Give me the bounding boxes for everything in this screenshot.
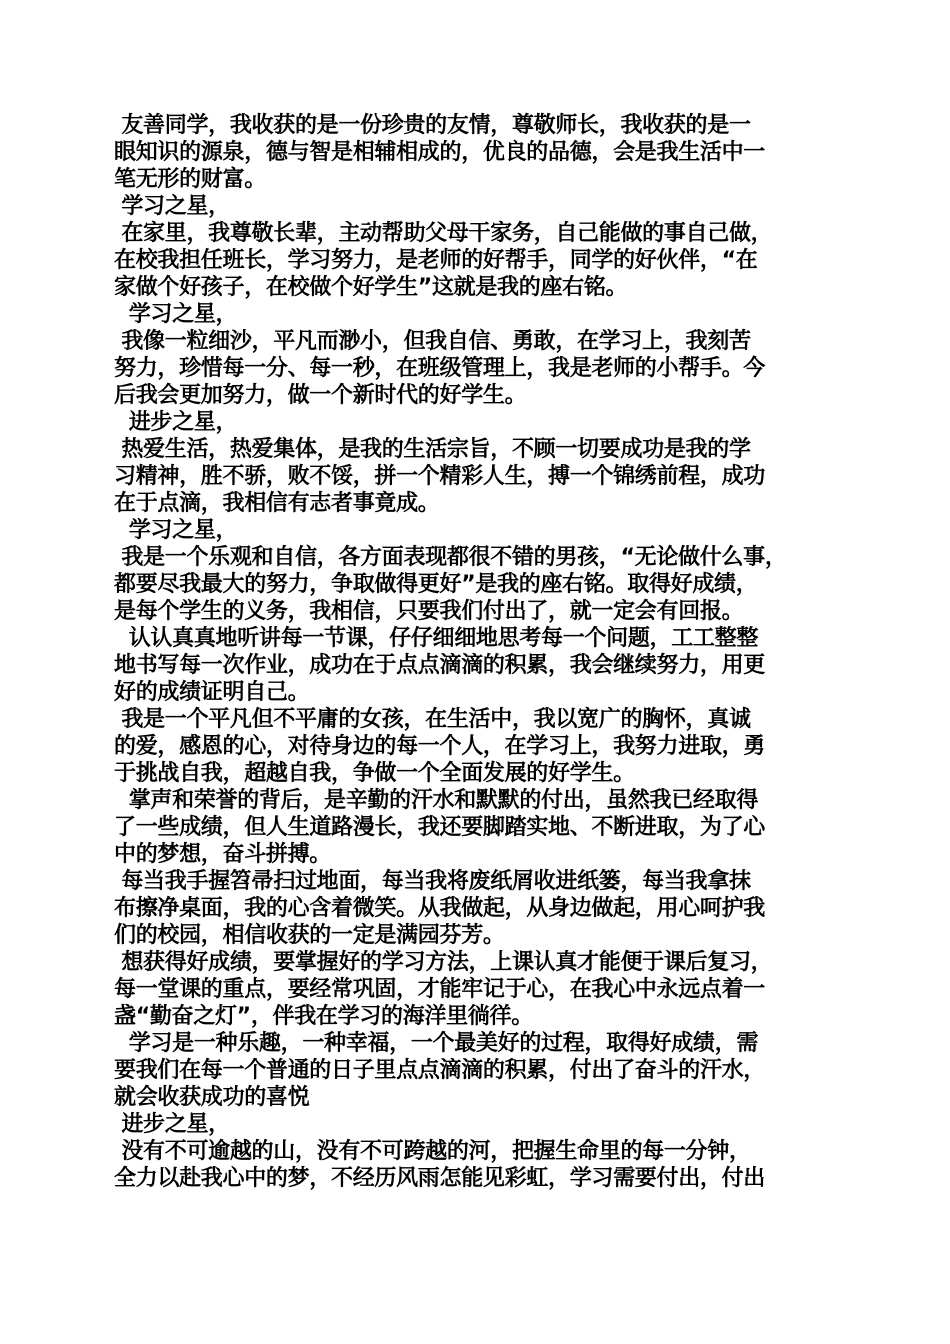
text-line: 我像一粒细沙，平凡而渺小，但我自信、勇敢，在学习上，我刻苦	[114, 329, 751, 354]
text-line: 眼知识的源泉，德与智是相辅相成的，优良的品德，会是我生活中一	[114, 140, 766, 165]
text-line: 我是一个乐观和自信，各方面表现都很不错的男孩，“无论做什么事，	[114, 545, 787, 570]
text-line: 努力，珍惜每一分、每一秒，在班级管理上，我是老师的小帮手。今	[114, 356, 766, 381]
section-heading: 进步之星，	[114, 410, 238, 435]
text-line: 每一堂课的重点，要经常巩固，才能牢记于心，在我心中永远点着一	[114, 977, 766, 1002]
text-line: 布擦净桌面，我的心含着微笑。从我做起，从身边做起，用心呵护我	[114, 896, 766, 921]
section-heading: 学习之星，	[114, 194, 230, 219]
text-line: 了一些成绩，但人生道路漫长，我还要脚踏实地、不断进取，为了心	[114, 815, 766, 840]
text-line: 在于点滴，我相信有志者事竟成。	[114, 491, 440, 516]
section-heading: 学习之星，	[114, 518, 238, 543]
text-line: 全力以赴我心中的梦，不经历风雨怎能见彩虹，学习需要付出，付出	[114, 1166, 766, 1191]
text-line: 们的校园，相信收获的一定是满园芬芳。	[114, 923, 505, 948]
section-heading: 进步之星，	[114, 1112, 230, 1137]
text-line: 友善同学，我收获的是一份珍贵的友情，尊敬师长，我收获的是一	[114, 113, 751, 138]
text-line: 盏“勤奋之灯”，伴我在学习的海洋里徜徉。	[114, 1004, 533, 1029]
text-line: 后我会更加努力，做一个新时代的好学生。	[114, 383, 527, 408]
text-line: 就会收获成功的喜悦	[114, 1085, 310, 1110]
section-heading: 学习之星，	[114, 302, 238, 327]
text-line: 家做个好孩子，在校做个好学生”这就是我的座右铭。	[114, 275, 628, 300]
text-line: 我是一个平凡但不平庸的女孩，在生活中，我以宽广的胸怀，真诚	[114, 707, 751, 732]
text-line: 掌声和荣誉的背后，是辛勤的汗水和默默的付出，虽然我已经取得	[114, 788, 759, 813]
text-line: 好的成绩证明自己。	[114, 680, 310, 705]
text-line: 想获得好成绩，要掌握好的学习方法，上课认真才能便于课后复习，	[114, 950, 773, 975]
text-line: 地书写每一次作业，成功在于点点滴滴的积累，我会继续努力，用更	[114, 653, 766, 678]
text-line: 没有不可逾越的山，没有不可跨越的河，把握生命里的每一分钟，	[114, 1139, 751, 1164]
text-line: 热爱生活，热爱集体，是我的生活宗旨，不顾一切要成功是我的学	[114, 437, 751, 462]
text-line: 认认真真地听讲每一节课，仔仔细细地思考每一个问题，工工整整	[114, 626, 759, 651]
text-line: 中的梦想，奋斗拼搏。	[114, 842, 332, 867]
text-line: 要我们在每一个普通的日子里点点滴滴的积累，付出了奋斗的汗水，	[114, 1058, 766, 1083]
text-line: 每当我手握笤帚扫过地面，每当我将废纸屑收进纸篓，每当我拿抹	[114, 869, 751, 894]
text-line: 是每个学生的义务，我相信，只要我们付出了，就一定会有回报。	[114, 599, 744, 624]
text-line: 都要尽我最大的努力，争取做得更好”是我的座右铭。取得好成绩，	[114, 572, 758, 597]
text-line: 习精神，胜不骄，败不馁，拼一个精彩人生，搏一个锦绣前程，成功	[114, 464, 766, 489]
text-line: 的爱，感恩的心，对待身边的每一个人，在学习上，我努力进取，勇	[114, 734, 766, 759]
text-line: 于挑战自我，超越自我，争做一个全面发展的好学生。	[114, 761, 635, 786]
text-line: 笔无形的财富。	[114, 167, 266, 192]
document-body	[114, 112, 836, 1192]
text-line: 在校我担任班长，学习努力，是老师的好帮手，同学的好伙伴，“在	[114, 248, 758, 273]
text-line: 学习是一种乐趣，一种幸福，一个最美好的过程，取得好成绩，需	[114, 1031, 759, 1056]
text-line: 在家里，我尊敬长辈，主动帮助父母干家务，自己能做的事自己做，	[114, 221, 773, 246]
